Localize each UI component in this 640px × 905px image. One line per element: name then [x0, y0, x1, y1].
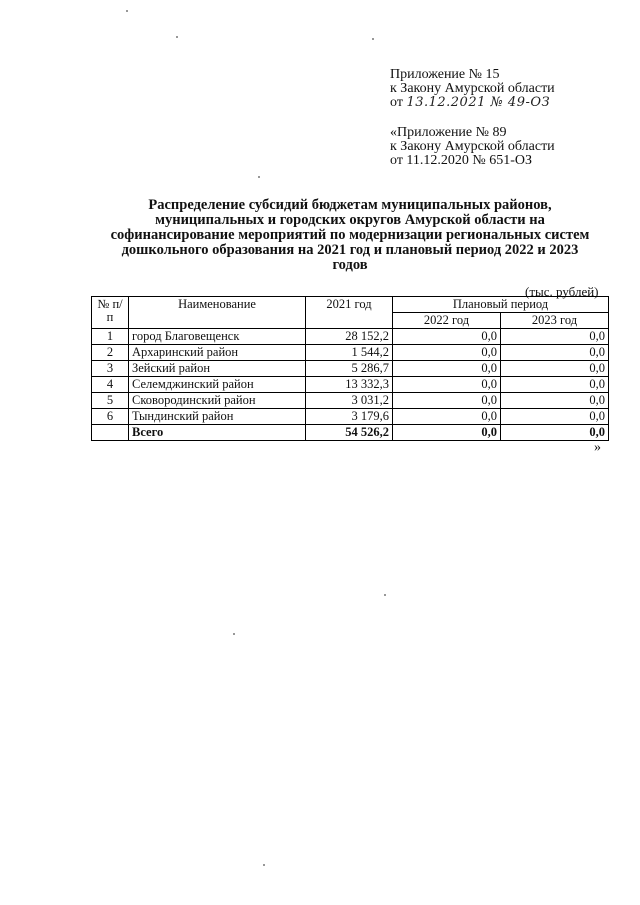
- document-title: [100, 198, 600, 273]
- cell-2023: 0,0: [501, 409, 609, 425]
- cell-num: 1: [92, 329, 129, 345]
- cell-2021: 3 179,6: [306, 409, 393, 425]
- cell-2023: 0,0: [501, 361, 609, 377]
- annex-current: [390, 68, 555, 110]
- cell-2021: 13 332,3: [306, 377, 393, 393]
- cell-2021: 1 544,2: [306, 345, 393, 361]
- cell-2022: 0,0: [393, 377, 501, 393]
- cell-num: 4: [92, 377, 129, 393]
- cell-2023: 0,0: [501, 345, 609, 361]
- cell-num: 5: [92, 393, 129, 409]
- scan-speck: [233, 633, 235, 635]
- subsidy-table: [91, 296, 609, 441]
- handwritten-date-number: 13.12.2021 № 49-ОЗ: [406, 95, 551, 110]
- table-row: [92, 393, 609, 409]
- cell-name: город Благовещенск: [129, 329, 306, 345]
- cell-num: 2: [92, 345, 129, 361]
- header-2021: 2021 год: [306, 297, 393, 329]
- cell-2022: 0,0: [393, 329, 501, 345]
- table-header-row: [92, 297, 609, 313]
- table-row: [92, 345, 609, 361]
- cell-2022: 0,0: [393, 345, 501, 361]
- table-row: [92, 329, 609, 345]
- table-row: [92, 361, 609, 377]
- cell-2021: 54 526,2: [306, 425, 393, 441]
- title-line-2: муниципальных и городских округов Амурской области на: [155, 212, 545, 228]
- cell-name: Архаринский район: [129, 345, 306, 361]
- annex-previous-date: от 11.12.2020 № 651-ОЗ: [390, 153, 533, 168]
- scan-speck: [126, 10, 128, 12]
- cell-2023: 0,0: [501, 425, 609, 441]
- cell-2021: 5 286,7: [306, 361, 393, 377]
- title-line-1: Распределение субсидий бюджетам муниципальных районов,: [148, 197, 552, 213]
- title-line-5: годов: [332, 257, 368, 273]
- cell-2021: 28 152,2: [306, 329, 393, 345]
- annex-previous-number: «Приложение № 89: [390, 125, 507, 140]
- title-line-3: софинансирование мероприятий по модернизации региональных систем: [110, 227, 590, 243]
- title-line-4: дошкольного образования на 2021 год и плановый период 2022 и 2023: [121, 242, 579, 258]
- cell-name: Сковородинский район: [129, 393, 306, 409]
- annex-current-number: Приложение № 15: [390, 67, 500, 82]
- units-label: (тыс. рублей): [525, 284, 599, 299]
- cell-2022: 0,0: [393, 361, 501, 377]
- header-name: Наименование: [129, 297, 306, 329]
- cell-2022: 0,0: [393, 425, 501, 441]
- table-row: [92, 377, 609, 393]
- cell-name: Тындинский район: [129, 409, 306, 425]
- header-2023: 2023 год: [501, 313, 609, 329]
- table-total-row: [92, 425, 609, 441]
- annex-current-date: [390, 96, 555, 110]
- table-row: [92, 409, 609, 425]
- cell-name: Селемджинский район: [129, 377, 306, 393]
- cell-2022: 0,0: [393, 393, 501, 409]
- cell-2023: 0,0: [501, 393, 609, 409]
- cell-name: Всего: [129, 425, 306, 441]
- cell-2023: 0,0: [501, 329, 609, 345]
- scan-speck: [263, 864, 265, 866]
- cell-num: [92, 425, 129, 441]
- scan-speck: [258, 176, 260, 178]
- annex-previous: [390, 126, 555, 168]
- cell-name: Зейский район: [129, 361, 306, 377]
- header-plan-period: Плановый период: [393, 297, 609, 313]
- scan-speck: [372, 38, 374, 40]
- annex-current-law: к Закону Амурской области: [390, 81, 555, 96]
- header-2022: 2022 год: [393, 313, 501, 329]
- cell-2023: 0,0: [501, 377, 609, 393]
- header-num: № п/п: [92, 297, 129, 329]
- cell-num: 6: [92, 409, 129, 425]
- closing-quote: »: [594, 440, 601, 455]
- cell-2021: 3 031,2: [306, 393, 393, 409]
- cell-num: 3: [92, 361, 129, 377]
- annex-current-date-prefix: от: [390, 95, 403, 110]
- scan-speck: [384, 594, 386, 596]
- annex-previous-law: к Закону Амурской области: [390, 139, 555, 154]
- scan-speck: [176, 36, 178, 38]
- cell-2022: 0,0: [393, 409, 501, 425]
